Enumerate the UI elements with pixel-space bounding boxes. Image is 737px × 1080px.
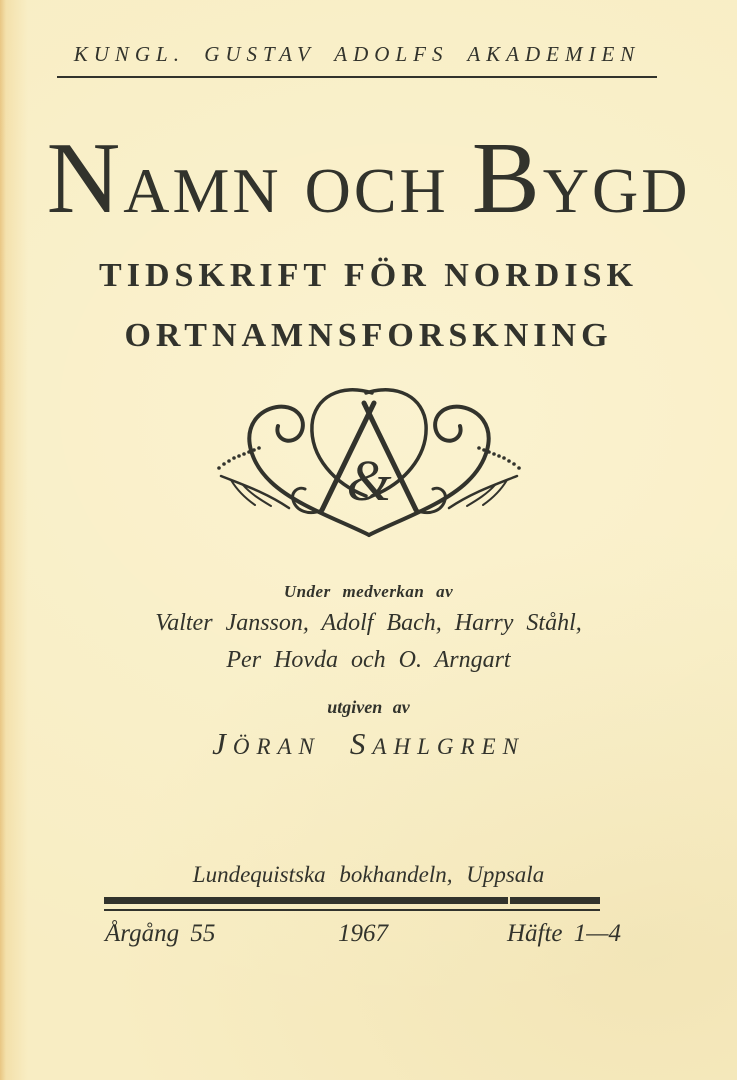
academy-header (57, 42, 657, 78)
editor-name (0, 722, 737, 772)
contributors-line-2: Per Hovda och O. Arngart (226, 647, 511, 673)
title-initial-b: B (471, 122, 543, 235)
academy-name: KUNGL. GUSTAV ADOLFS AKADEMIEN (73, 42, 641, 66)
year-label: 1967 (338, 920, 388, 947)
monogram-ornament (201, 386, 537, 542)
footer-rule-thin (104, 909, 600, 911)
footer-rule-thick (104, 897, 600, 904)
issue-label: Häfte 1—4 (506, 920, 621, 947)
volume-label: Årgång 55 (105, 920, 216, 947)
editor-intro: utgiven av (327, 697, 410, 717)
title-word-och: OCH (304, 155, 449, 226)
editor-initial-s: S (349, 726, 373, 761)
title-rest-amn: AMN (123, 155, 282, 226)
contributors-line-1: Valter Jansson, Adolf Bach, Harry Ståhl, (155, 610, 582, 636)
ampersand-glyph: & (345, 448, 392, 513)
volume-year-issue-row (105, 920, 621, 948)
editor-rest-oran: ÖRAN (232, 734, 321, 759)
journal-subtitle (0, 246, 737, 366)
journal-title (0, 122, 737, 235)
contributors-names (0, 605, 737, 679)
publisher-imprint: Lundequistska bokhandeln, Uppsala (192, 862, 545, 887)
editor-rest-ahlgren: AHLGREN (372, 734, 525, 759)
title-rest-ygd: YGD (542, 155, 691, 226)
subtitle-line-1: TIDSKRIFT FÖR NORDISK (99, 257, 638, 294)
subtitle-line-2: ORTNAMNSFORSKNING (124, 317, 613, 354)
title-initial-n: N (46, 122, 124, 235)
nb-monogram-svg (201, 386, 537, 542)
editor-initial-j: J (212, 726, 233, 761)
contributors-intro: Under medverkan av (283, 582, 454, 601)
